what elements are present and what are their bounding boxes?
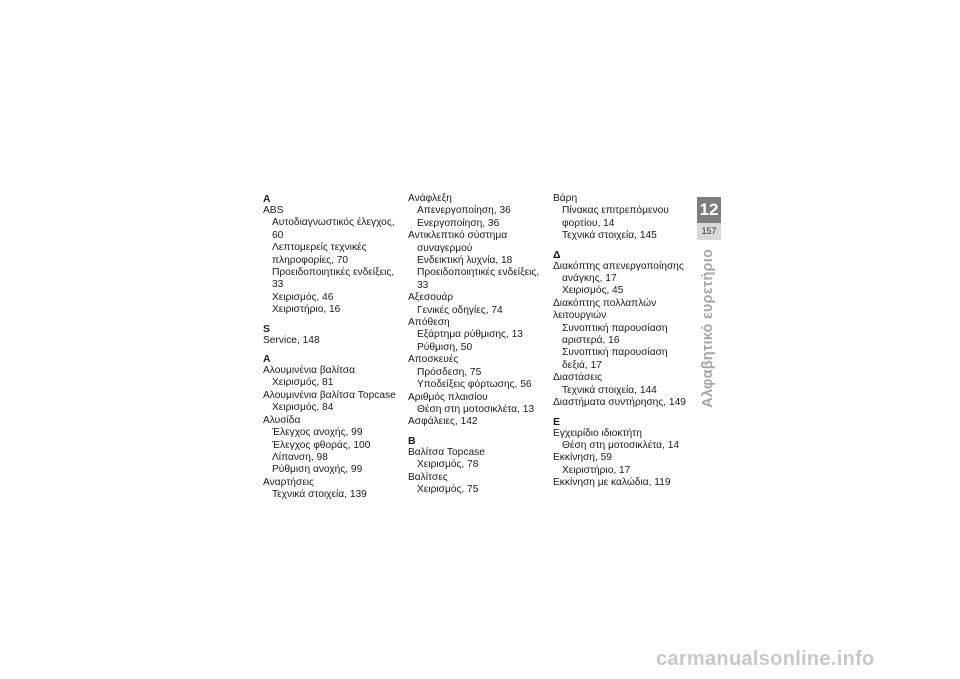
index-entry: Εγχειρίδιο ιδιοκτήτη: [553, 427, 642, 439]
index-column-1: [263, 193, 403, 502]
index-subentry: Θέση στη μοτοσικλέτα, 13: [417, 403, 535, 415]
index-subentry: Χειριστήριο, 17: [562, 464, 631, 476]
index-subentry: φορτίου, 14: [562, 217, 615, 229]
index-subentry: Τεχνικά στοιχεία, 144: [562, 384, 657, 396]
index-letter: Ε: [553, 415, 561, 428]
index-column-2: [408, 193, 548, 496]
index-entry: Διακόπτης πολλαπλών λειτουργιών: [553, 297, 657, 322]
index-subentry: Χειρισμός, 46: [272, 291, 334, 303]
index-entry: Αποσκευές: [408, 354, 459, 366]
index-subentry: Ενδεικτική λυχνία, 18: [417, 255, 513, 267]
index-subentry: ανάγκης, 17: [562, 273, 617, 285]
index-subentry: Προειδοποιητικές ενδείξεις, 33: [417, 267, 540, 291]
index-subentry: Αυτοδιαγνωστικός έλεγχος, 60: [272, 217, 395, 241]
index-entry: Ανάφλεξη: [408, 193, 452, 204]
index-letter: Β: [408, 434, 416, 447]
index-subentry: Ενεργοποίηση, 36: [417, 217, 500, 229]
index-subentry: Συνοπτική παρουσίαση: [562, 347, 668, 359]
index-entry: Βαλίτσες: [408, 471, 448, 483]
index-subentry: Υποδείξεις φόρτωσης, 56: [417, 379, 532, 391]
index-subentry: Γενικές οδηγίες, 74: [417, 304, 503, 316]
index-entry: Διακόπτης απενεργοποίησης: [553, 260, 684, 272]
index-entry: ABS: [263, 205, 284, 216]
index-subentry: Τεχνικά στοιχεία, 139: [272, 489, 367, 501]
index-subentry: Λίπανση, 98: [272, 451, 328, 463]
index-letter: S: [263, 322, 271, 335]
index-subentry: Έλεγχος ανοχής, 99: [272, 427, 363, 439]
index-entry: Αντικλεπτικό σύστημα: [408, 230, 508, 242]
index-subentry: δεξιά, 17: [562, 359, 602, 371]
index-entry: Εκκίνηση με καλώδια, 119: [553, 477, 671, 489]
index-entry: Αναρτήσεις: [263, 476, 314, 488]
page-number: 157: [697, 223, 721, 240]
index-entry: Εκκίνηση, 59: [553, 452, 612, 464]
index-subentry: Χειρισμός, 78: [417, 459, 479, 471]
index-letter: Α: [263, 353, 271, 366]
index-entry: Βάρη: [553, 193, 578, 204]
index-subentry: Προειδοποιητικές ενδείξεις, 33: [272, 267, 395, 291]
index-entry: Αλουμινένια βαλίτσα: [263, 365, 355, 377]
chapter-number: 12: [697, 197, 721, 223]
index-subentry: Απενεργοποίηση, 36: [417, 205, 511, 217]
index-subentry: Χειρισμός, 84: [272, 402, 334, 414]
index-entry: Αλουμινένια βαλίτσα Topcase: [263, 389, 396, 401]
index-subentry: Έλεγχος φθοράς, 100: [272, 439, 371, 451]
index-entry: Ασφάλειες, 142: [408, 416, 478, 428]
index-entry: Διαστήματα συντήρησης, 149: [553, 397, 686, 409]
index-letter: A: [263, 193, 271, 205]
index-entry: Διαστάσεις: [553, 372, 603, 384]
index-subentry: Ρύθμιση ανοχής, 99: [272, 464, 363, 476]
index-entry: Αλυσίδα: [263, 414, 301, 426]
index-letter: Δ: [553, 248, 561, 261]
chapter-tab: [697, 197, 721, 241]
index-subentry: Πίνακας επιτρεπόμενου: [562, 205, 669, 217]
index-subentry: Λεπτομερείς τεχνικές: [272, 242, 367, 254]
index-subentry: Χειρισμός, 81: [272, 377, 334, 389]
index-subentry: Εξάρτημα ρύθμισης, 13: [417, 329, 523, 341]
index-entry: Απόθεση: [408, 317, 450, 329]
index-entry: Service, 148: [263, 334, 320, 346]
index-entry: Αξεσουάρ: [408, 292, 454, 304]
index-subentry: πληροφορίες, 70: [272, 254, 349, 266]
section-title-text: Αλφαβητικό ευρετήριο: [700, 249, 716, 408]
index-subentry: Χειρισμός, 75: [417, 483, 479, 495]
watermark: carmanualsonline.info: [656, 648, 875, 670]
index-entry: Βαλίτσα Topcase: [408, 446, 485, 458]
index-subentry: συναγερμού: [417, 242, 473, 254]
index-subentry: Χειρισμός, 45: [562, 285, 624, 297]
index-subentry: Πρόσδεση, 75: [417, 366, 482, 378]
index-subentry: Χειριστήριο, 16: [272, 304, 341, 316]
index-subentry: Συνοπτική παρουσίαση: [562, 322, 668, 334]
index-subentry: Τεχνικά στοιχεία, 145: [562, 230, 657, 242]
index-subentry: Ρύθμιση, 50: [417, 341, 473, 353]
index-subentry: Θέση στη μοτοσικλέτα, 14: [562, 439, 680, 451]
index-entry: Αριθμός πλαισίου: [408, 391, 488, 403]
index-column-3: [553, 193, 698, 490]
index-subentry: αριστερά, 16: [562, 335, 620, 347]
